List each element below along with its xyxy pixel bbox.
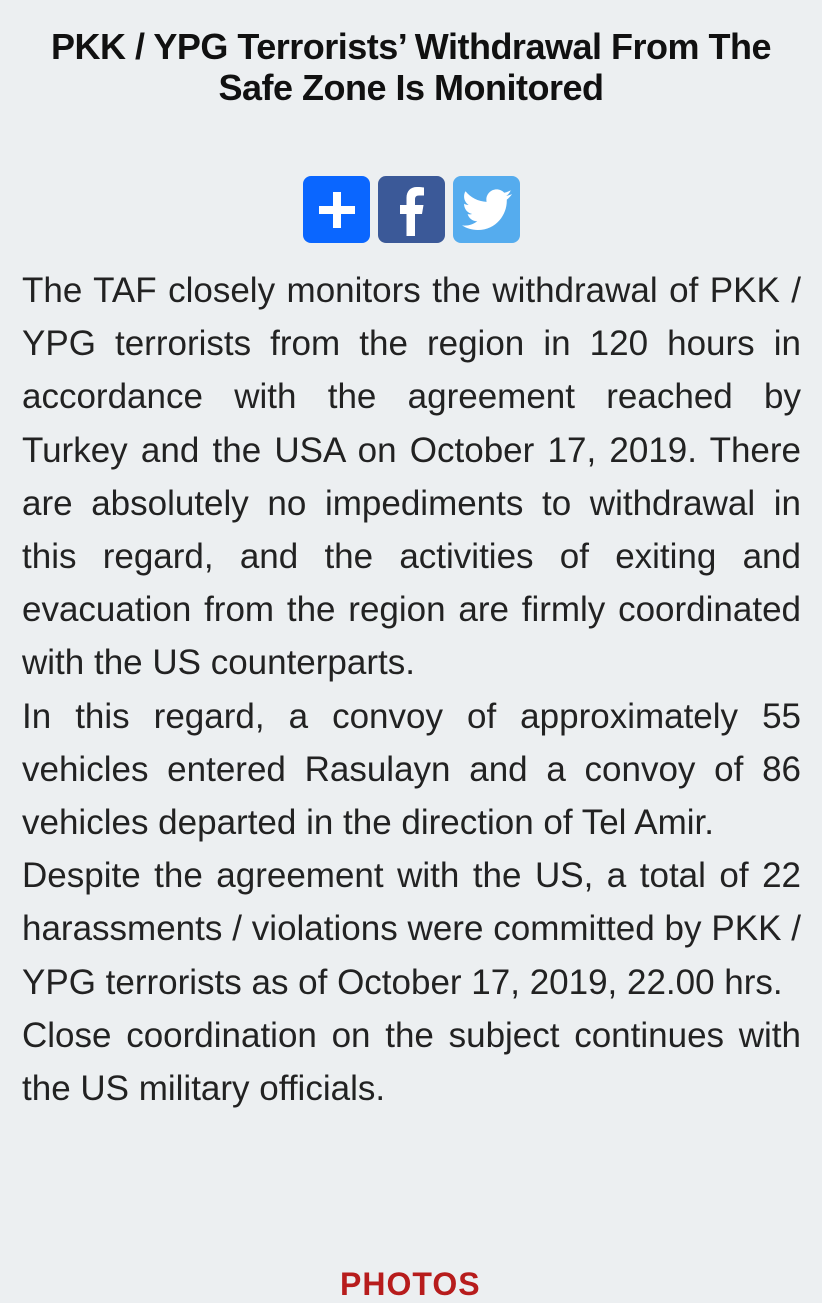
article-paragraph: In this regard, a convoy of approximately 55 vehicles entered Rasulayn and a convoy of 86 vehicles departed in the direction of Tel Amir.: [22, 696, 801, 843]
article-body: [22, 264, 801, 1115]
share-facebook-button[interactable]: [378, 176, 445, 243]
twitter-icon: [462, 189, 512, 231]
share-add-button[interactable]: [303, 176, 370, 243]
article-paragraph: Despite the agreement with the US, a total of 22 harassments / violations were committed by PKK / YPG terrorists as of October 17, 2019, 22.00 hrs.: [22, 856, 801, 1002]
share-bar: [303, 176, 520, 243]
share-twitter-button[interactable]: [453, 176, 520, 243]
facebook-icon: [390, 184, 434, 236]
article-paragraph: Close coordination on the subject continues with the US military officials.: [22, 1015, 801, 1109]
plus-icon: [315, 188, 359, 232]
photos-section-label: PHOTOS: [340, 1266, 481, 1302]
article-title: PKK / YPG Terrorists’ Withdrawal From The Safe Zone Is Monitored: [51, 26, 771, 108]
article-paragraph: The TAF closely monitors the withdrawal of PKK / YPG terrorists from the region in 120 hours in accordance with the agreement reached by Turkey and the USA on October 17, 2019. There are absolutely no impediments to withdrawal in this regard, and the activities of exiting and evacuation from the region are firmly coordinated with the US counterparts.: [22, 271, 801, 683]
